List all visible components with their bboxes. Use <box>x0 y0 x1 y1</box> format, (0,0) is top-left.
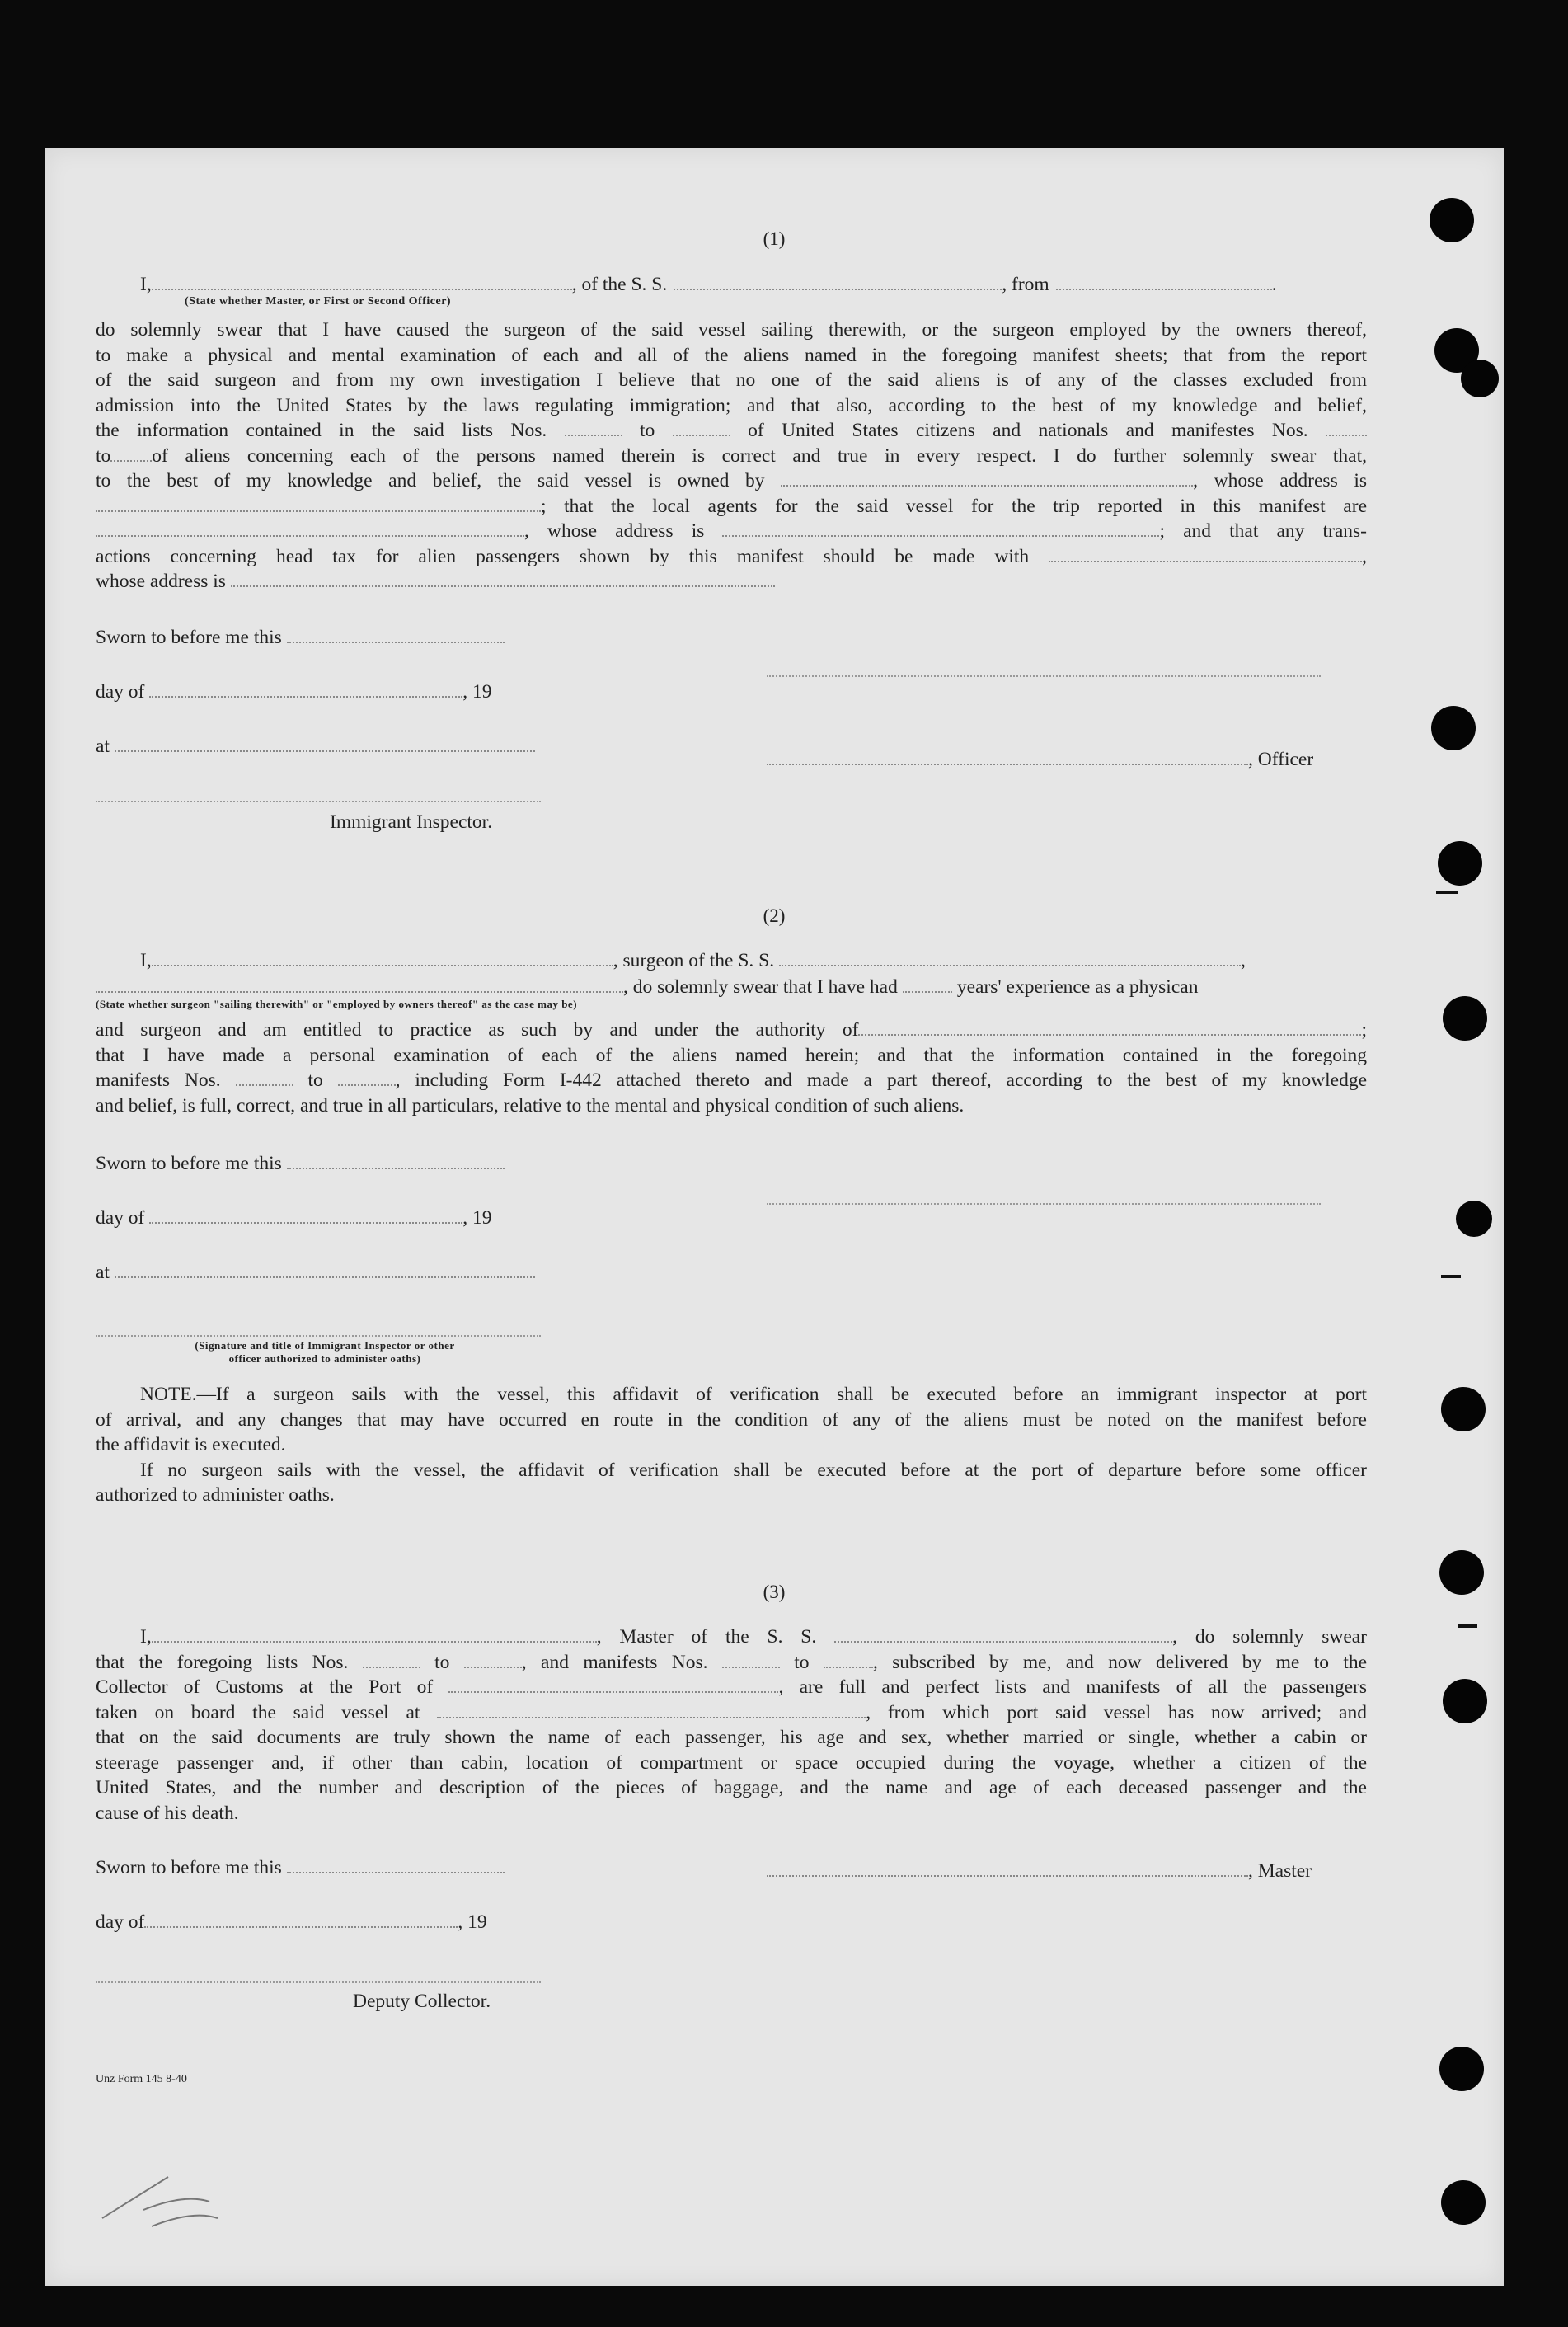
s3-day-of: day of , 19 <box>96 1911 487 1933</box>
s1-signature-line <box>767 675 1321 677</box>
s3-sworn: Sworn to before me this <box>96 1857 505 1879</box>
s2-body: and surgeon and am entitled to practice as such by and under the authority of ; that I have made a personal examination of each of the aliens named herein; and that the information contained in the foregoing manifests Nos. to , including Form I-442 attached thereto and made a part thereof, according to the best of my knowledge and belief, is full, correct, and true in all particulars, relative to the mental and physical condition of such aliens. <box>96 1019 1368 1116</box>
s2-inspector-line <box>96 1334 541 1337</box>
s3-collector-line <box>96 1981 541 1983</box>
binder-mark <box>1436 891 1458 894</box>
s1-officer: , Officer <box>767 749 1313 771</box>
binder-mark <box>1441 1275 1461 1278</box>
s2-sworn: Sworn to before me this <box>96 1153 505 1175</box>
binder-hole-icon <box>1443 1679 1487 1723</box>
s2-day-of: day of , 19 <box>96 1207 492 1229</box>
s3-body: I, , Master of the S. S. , do solemnly swear that the foregoing lists Nos. to , and manifests Nos. to , subscribed by me, and now delivered by me to the Collector of Customs at the Port of , are full and perfect lists and manifests of all the passengers taken on board the said vessel at , from which port said vessel has now arrived; and that on the said documents are truly shown the name of each passenger, his age and sex, whether married or single, whether a cabin or steerage passenger and, if other than cabin, location of compartment or space occupied during the voyage, whether a citizen of the United States, and the number and description of the pieces of baggage, and the name and age of each deceased passenger and the cause of his death. <box>96 1626 1368 1824</box>
binder-hole-icon <box>1456 1201 1492 1237</box>
binder-hole-icon <box>1461 360 1499 397</box>
s2-signature-line <box>767 1202 1321 1205</box>
binder-hole-icon <box>1439 2047 1484 2091</box>
binder-hole-icon <box>1431 706 1476 750</box>
binder-hole-icon <box>1439 1550 1484 1595</box>
s2-line1: I, , surgeon of the S. S. , <box>140 950 1246 971</box>
s1-body: do solemnly swear that I have caused the surgeon of the said vessel sailing therewith, or the surgeon employed by the owners thereof, to make a physical and mental examination of each and all of the aliens named in the foregoing manifest sheets; that from the report of the said surgeon and from my own investigation I believe that no one of the said aliens is of any of the classes excluded from admission into the United States by the laws regulating immigration; and that also, according to the best of my knowledge and belief, the information contained in the said lists Nos. to of United States citizens and nationals and manifestes Nos. to of aliens concerning each of the persons named therein is correct and true in every respect. I do further solemnly swear that, to the best of my knowledge and belief, the said vessel is owned by , whose address is ; that the local agents for the said vessel for the trip reported in this manifest are , whose address is ; and that any trans- actions concerning head tax for alien passengers shown by this manifest should be made with , whose address is <box>96 319 1368 592</box>
section-1-number: (1) <box>763 228 786 249</box>
section-3-number: (3) <box>763 1582 786 1602</box>
s1-inspector-line <box>96 800 541 802</box>
section-2-number: (2) <box>763 905 786 926</box>
s1-at: at <box>96 736 535 758</box>
s1-line1: I, , of the S. S. , from . <box>140 274 1277 295</box>
s1-inspector: Immigrant Inspector. <box>330 811 493 833</box>
s1-day-of: day of , 19 <box>96 681 492 703</box>
s1-caption: (State whether Master, or First or Second Officer) <box>185 295 452 308</box>
s3-master: , Master <box>767 1860 1312 1883</box>
binder-hole-icon <box>1441 2180 1486 2225</box>
s2-note: NOTE.—If a surgeon sails with the vessel, this affidavit of verification shall be executed before an immigrant inspector at port of arrival, and any changes that may have occurred en route in the condition of any of the aliens must be noted on the manifest before the affidavit is executed. If no surgeon sails with the vessel, the affidavit of verification shall be executed before at the port of departure before some officer authorized to administer oaths. <box>96 1384 1367 1506</box>
form-number: Unz Form 145 8-40 <box>96 2073 187 2085</box>
s2-sig-caption: (Signature and title of Immigrant Inspector or other officer authorized to administer oaths) <box>195 1339 455 1365</box>
form-page <box>45 148 1504 2286</box>
binder-hole-icon <box>1438 841 1482 886</box>
binder-mark <box>1458 1624 1477 1628</box>
binder-hole-icon <box>1430 198 1474 242</box>
binder-hole-icon <box>1443 996 1487 1041</box>
s1-sworn: Sworn to before me this <box>96 627 505 649</box>
pencil-mark <box>94 2160 226 2235</box>
s2-line2: , do solemnly swear that I have had years' experience as a physican <box>96 976 1198 999</box>
s2-at: at <box>96 1262 535 1284</box>
s2-caption: (State whether surgeon "sailing therewith" or "employed by owners thereof" as the case may be) <box>96 998 578 1010</box>
s3-deputy: Deputy Collector. <box>353 1991 491 2012</box>
binder-hole-icon <box>1441 1387 1486 1431</box>
